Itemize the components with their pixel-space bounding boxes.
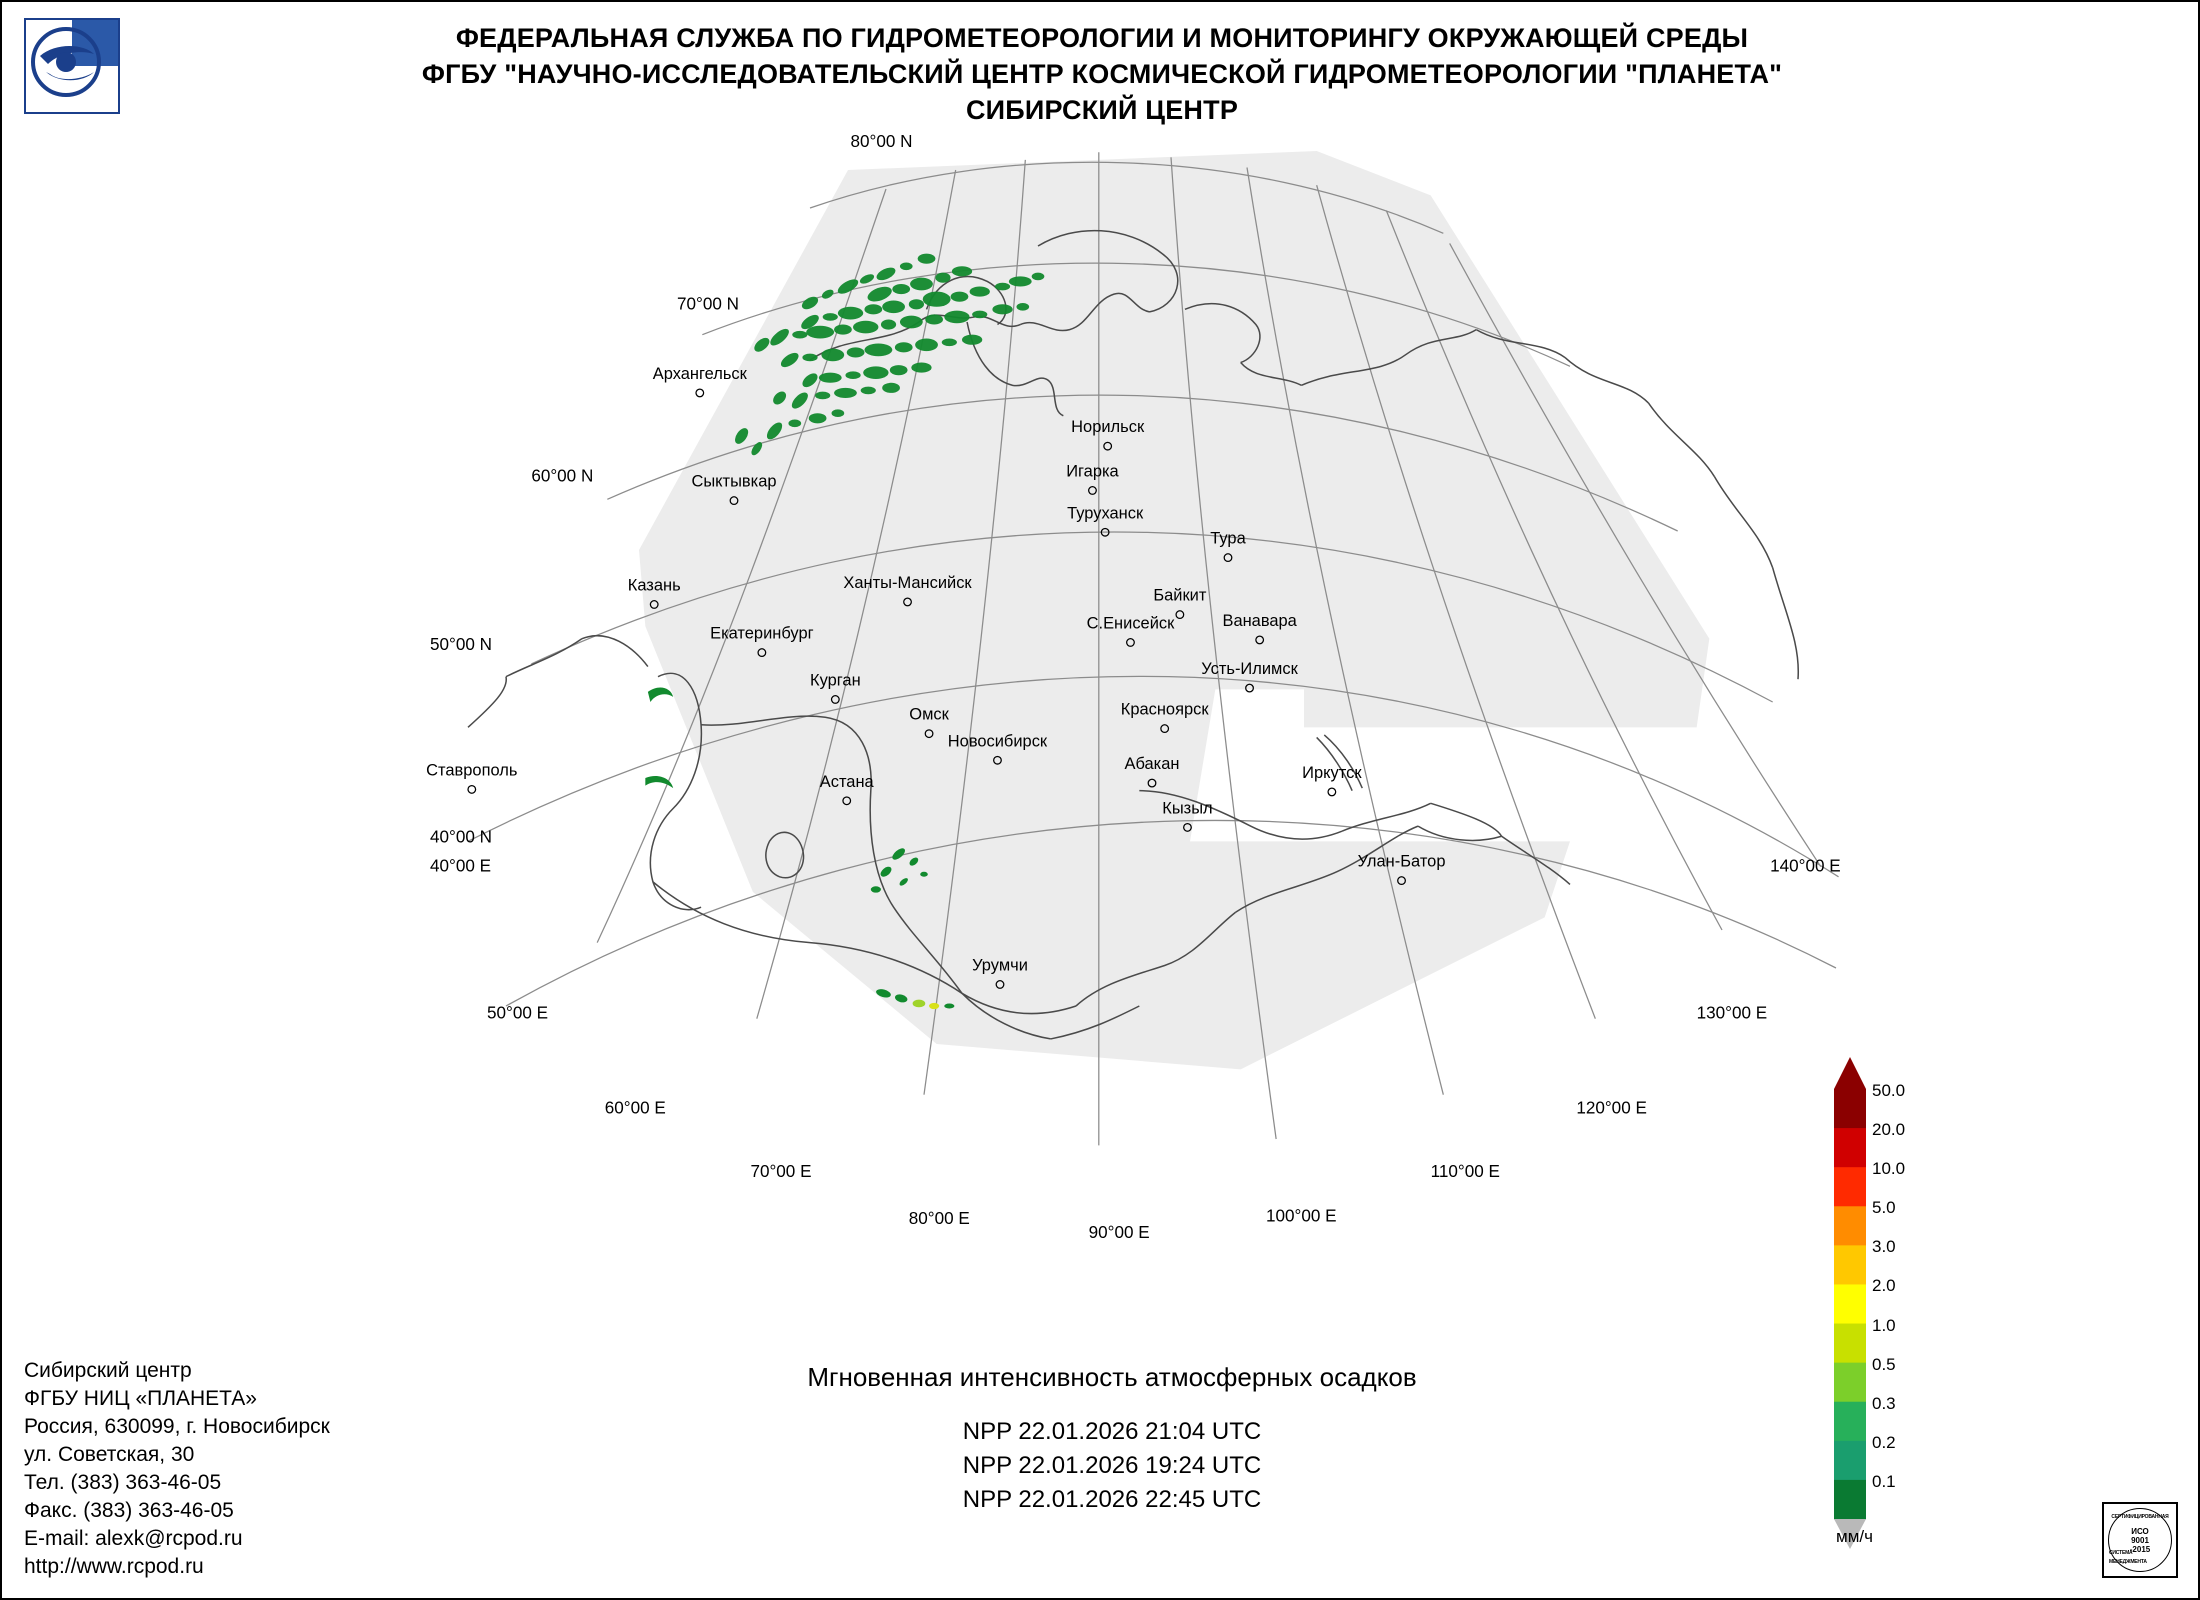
address-line: Россия, 630099, г. Новосибирск — [24, 1415, 330, 1438]
city-label: Абакан — [1124, 755, 1180, 774]
graticule-label: 60°00 E — [604, 1098, 666, 1118]
header-line-2: ФГБУ "НАУЧНО-ИССЛЕДОВАТЕЛЬСКИЙ ЦЕНТР КОСМИЧЕСКОЙ ГИДРОМЕТЕОРОЛОГИИ "ПЛАНЕТА" — [421, 59, 1783, 89]
colorbar-segment — [1834, 1324, 1866, 1364]
colorbar-tick: 20.0 — [1872, 1120, 1906, 1140]
colorbar-tick-labels — [1872, 1057, 1992, 1527]
city-label: Сыктывкар — [691, 472, 777, 491]
city-label: Екатеринбург — [710, 624, 814, 643]
iso-top-text: СЕРТИФИЦИРОВАННАЯ — [2111, 1514, 2169, 1520]
colorbar-segment — [1834, 1245, 1866, 1285]
city-label: Байкит — [1153, 586, 1207, 605]
colorbar-segment — [1834, 1284, 1866, 1324]
city-label: Ванавара — [1222, 612, 1297, 630]
planeta-logo — [24, 18, 120, 114]
colorbar-segment — [1834, 1480, 1866, 1520]
graticule-label: 90°00 E — [1088, 1222, 1150, 1242]
city-label: Красноярск — [1120, 700, 1209, 719]
colorbar-tick: 2.0 — [1872, 1276, 1896, 1296]
satellite-swath — [639, 151, 1709, 1069]
city-label: Кызыл — [1162, 799, 1213, 818]
city-label: Курган — [810, 671, 861, 690]
city-label: Усть-Илимск — [1201, 660, 1298, 679]
map-caption — [562, 1362, 1662, 1517]
address-line: ул. Советская, 30 — [24, 1443, 195, 1466]
colorbar-tick: 3.0 — [1872, 1237, 1896, 1257]
graticule-label: 50°00 N — [430, 635, 492, 655]
graticule-label: 80°00 N — [850, 132, 913, 152]
caption-pass-line: NPP 22.01.2026 21:04 UTC — [962, 1418, 1262, 1445]
iso-line-2: 9001 — [2131, 1535, 2149, 1545]
header-line-3: СИБИРСКИЙ ЦЕНТР — [965, 95, 1239, 125]
address-line: Факс. (383) 363-46-05 — [24, 1499, 234, 1522]
colorbar-tick: 50.0 — [1872, 1081, 1906, 1100]
address-line: ФГБУ НИЦ «ПЛАНЕТА» — [24, 1387, 257, 1410]
city-label: Туруханск — [1067, 504, 1144, 523]
city-label: Норильск — [1071, 418, 1145, 437]
graticule-label: 70°00 E — [750, 1162, 812, 1181]
city-label: Игарка — [1066, 462, 1119, 481]
graticule-label: 110°00 E — [1430, 1162, 1500, 1181]
colorbar-tick: 0.2 — [1872, 1432, 1896, 1452]
colorbar-segment — [1834, 1363, 1866, 1403]
colorbar-top-arrow — [1834, 1057, 1866, 1089]
colorbar-segment — [1834, 1167, 1866, 1207]
graticule-label: 80°00 E — [908, 1208, 970, 1228]
graticule-label: 40°00 E — [430, 856, 492, 876]
address-email: E-mail: alexk@rcpod.ru — [24, 1527, 243, 1550]
iso-circle — [2108, 1508, 2172, 1572]
colorbar-tick: 0.5 — [1872, 1354, 1896, 1374]
address-line: Тел. (383) 363-46-05 — [24, 1471, 222, 1494]
colorbar-tick: 0.3 — [1872, 1393, 1896, 1413]
city-label: Архангельск — [652, 365, 747, 383]
iso-bottom-text: СИСТЕМА МЕНЕДЖМЕНТА — [2109, 1550, 2147, 1565]
colorbar-segment — [1834, 1206, 1866, 1246]
graticule-label: 50°00 E — [487, 1003, 549, 1023]
colorbar-segment — [1834, 1402, 1866, 1442]
map-canvas[interactable] — [302, 132, 2002, 1272]
city-label: С.Енисейск — [1086, 614, 1175, 633]
graticule-label: 70°00 N — [677, 294, 739, 314]
colorbar-tick: 0.1 — [1872, 1471, 1896, 1491]
graticule-label: 100°00 E — [1266, 1206, 1337, 1226]
city-marker — [1328, 788, 1336, 796]
caption-title: Мгновенная интенсивность атмосферных осадков — [807, 1362, 1417, 1392]
iso-certification-stamp — [2102, 1502, 2178, 1578]
caption-pass-line: NPP 22.01.2026 22:45 UTC — [962, 1486, 1262, 1513]
colorbar-unit: мм/ч — [1836, 1527, 1873, 1546]
caption-pass-line: NPP 22.01.2026 19:24 UTC — [962, 1452, 1262, 1479]
iso-line-3: -2015 — [2129, 1544, 2151, 1554]
graticule-label: 140°00 E — [1770, 856, 1841, 876]
colorbar-tick: 10.0 — [1872, 1159, 1906, 1179]
contact-address — [24, 1357, 330, 1581]
graticule-label: 40°00 N — [430, 827, 492, 847]
city-label: Ставрополь — [426, 761, 518, 780]
page-title — [152, 20, 2052, 128]
colorbar-segment — [1834, 1441, 1866, 1481]
city-label: Астана — [819, 772, 874, 791]
colorbar-tick: 5.0 — [1872, 1198, 1896, 1218]
graticule-label: 60°00 N — [531, 466, 594, 486]
iso-line-1: ИСО — [2131, 1526, 2149, 1536]
city-label: Омск — [909, 705, 949, 724]
header-line-1: ФЕДЕРАЛЬНАЯ СЛУЖБА ПО ГИДРОМЕТЕОРОЛОГИИ И МОНИТОРИНГУ ОКРУЖАЮЩЕЙ СРЕДЫ — [455, 23, 1749, 53]
colorbar-tick: 1.0 — [1872, 1315, 1896, 1335]
colorbar — [1832, 1057, 2062, 1557]
city-label: Ханты-Мансийск — [843, 574, 972, 592]
city-marker — [696, 389, 704, 397]
graticule-label: 130°00 E — [1696, 1003, 1768, 1023]
caption-passes — [963, 1415, 1261, 1517]
city-label: Улан-Батор — [1357, 852, 1446, 871]
city-label: Иркутск — [1302, 764, 1362, 782]
city-label: Тура — [1210, 529, 1246, 548]
colorbar-segment — [1834, 1128, 1866, 1168]
city-marker — [468, 786, 476, 794]
city-label: Урумчи — [972, 956, 1028, 975]
colorbar-segment — [1834, 1089, 1866, 1129]
graticule-label: 120°00 E — [1576, 1098, 1647, 1118]
address-line: Сибирский центр — [24, 1359, 192, 1382]
city-label: Казань — [627, 576, 681, 595]
address-website: http://www.rcpod.ru — [24, 1555, 204, 1578]
city-label: Новосибирск — [947, 732, 1048, 751]
